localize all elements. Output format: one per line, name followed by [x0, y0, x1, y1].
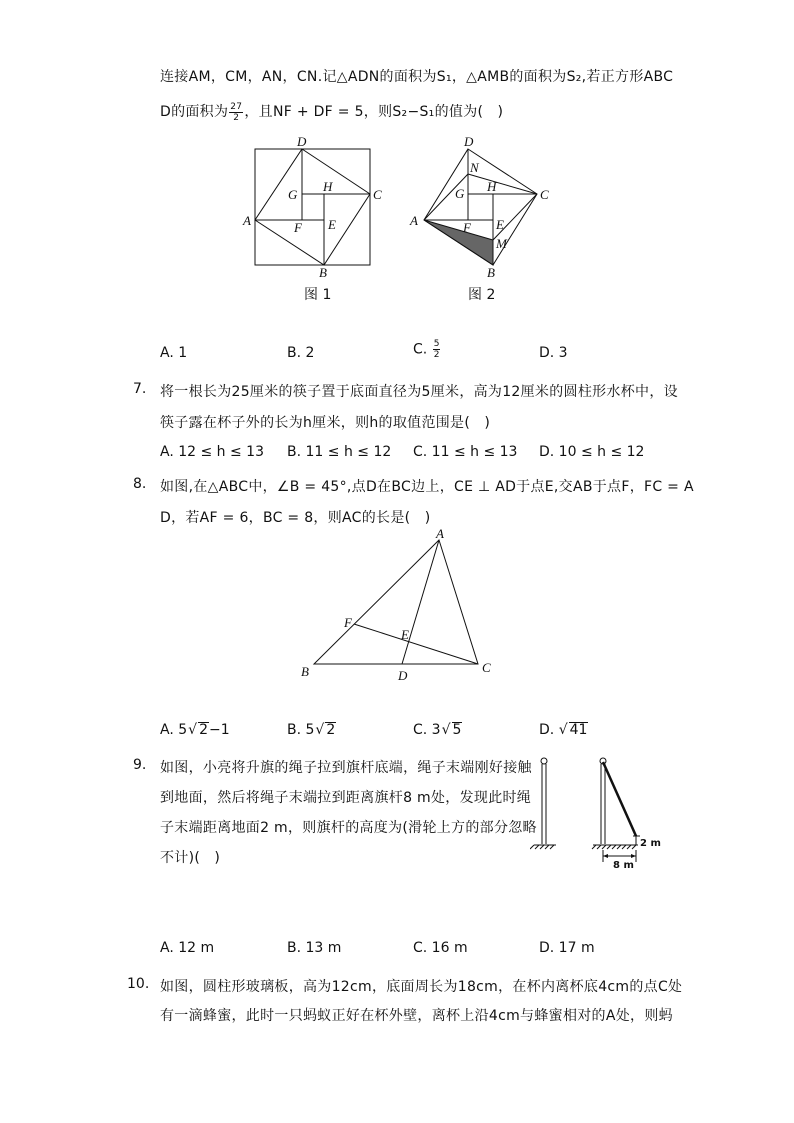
q8-figure — [296, 528, 506, 682]
q6-option-c-num: 5 — [433, 339, 440, 349]
q9-option-c[interactable]: C. 16 m — [413, 940, 468, 956]
q8-label-c: C — [482, 660, 491, 675]
q6-option-d[interactable]: D. 3 — [539, 345, 568, 361]
q9-text-line2: 到地面，然后将绳子末端拉到距离旗杆8 m处，发现此时绳 — [160, 790, 532, 806]
q6-text-line2 — [160, 101, 503, 123]
fig2-label-m: M — [496, 236, 507, 251]
fig2-label-g: G — [455, 186, 465, 201]
q8-option-a-suffix: −1 — [208, 722, 230, 738]
q9-option-b[interactable]: B. 13 m — [287, 940, 342, 956]
fig1-label-g: G — [288, 187, 298, 202]
q7-option-a[interactable]: A. 12 ≤ h ≤ 13 — [160, 444, 264, 460]
fig1-label-e: E — [328, 217, 336, 232]
q8-label-a: A — [436, 528, 444, 541]
fig2-label-a: A — [410, 213, 418, 228]
q9-text-line1: 如图，小亮将升旗的绳子拉到旗杆底端，绳子末端刚好接触 — [160, 760, 532, 776]
q8-number: 8. — [133, 476, 147, 492]
q8-option-c-radicand: 5 — [452, 722, 462, 738]
q10-number: 10. — [127, 976, 150, 992]
q7-text-line2: 筷子露在杯子外的长为h厘米，则h的取值范围是( ) — [160, 415, 491, 431]
q8-option-a[interactable]: A. 5√ 2−1 — [160, 722, 230, 738]
fig1-label-f: F — [294, 220, 302, 235]
q8-label-f: F — [344, 615, 352, 630]
q8-option-b[interactable]: B. 5√ 2 — [287, 722, 336, 738]
fig1-label-d: D — [297, 134, 307, 149]
q8-option-a-radicand: 2 — [199, 722, 208, 738]
fig2-label-b: B — [487, 265, 495, 277]
q10-text-line1: 如图，圆柱形玻璃板，高为12cm，底面周长为18cm，在杯内离杯底4cm的点C处 — [160, 979, 683, 995]
fig2-label-d: D — [464, 134, 474, 149]
q6-option-c-prefix: C. — [413, 341, 428, 358]
q9-text-line4: 不计)( ) — [160, 850, 221, 866]
fig2-label-c: C — [540, 187, 549, 202]
fig2-caption: 图 2 — [468, 287, 496, 303]
q10-text-line2: 有一滴蜂蜜，此时一只蚂蚁正好在杯外壁，离杯上沿4cm与蜂蜜相对的A处，则蚂 — [160, 1008, 673, 1024]
q9-label-2m: 2 m — [640, 838, 661, 849]
q6-fraction-den: 2 — [233, 112, 240, 123]
q8-label-d: D — [398, 668, 408, 682]
q7-number: 7. — [133, 381, 147, 397]
q8-option-b-radicand: 2 — [326, 722, 336, 738]
q7-option-d[interactable]: D. 10 ≤ h ≤ 12 — [539, 444, 645, 460]
q7-text-line1: 将一根长为25厘米的筷子置于底面直径为5厘米，高为12厘米的圆柱形水杯中，设 — [160, 384, 678, 400]
q6-fraction — [229, 102, 243, 123]
fig2-label-n: N — [470, 160, 479, 175]
q9-number: 9. — [133, 757, 147, 773]
q8-option-a-prefix: A. 5 — [160, 722, 188, 738]
q8-option-b-prefix: B. 5 — [287, 722, 315, 738]
q8-text-line1: 如图,在△ABC中，∠B = 45°,点D在BC边上，CE ⊥ AD于点E,交AB于点F，FC = A — [160, 479, 694, 495]
q6-figure-1 — [240, 132, 390, 277]
q8-text-line2: D，若AF = 6，BC = 8，则AC的长是( ) — [160, 510, 431, 526]
q6-option-c[interactable] — [413, 339, 441, 360]
q6-fraction-num: 27 — [230, 101, 243, 112]
fig2-label-e: E — [496, 217, 504, 232]
q9-figure — [530, 752, 665, 872]
fig1-label-c: C — [373, 187, 382, 202]
q8-label-b: B — [301, 664, 309, 679]
q8-option-c-prefix: C. 3 — [413, 722, 441, 738]
q8-option-c[interactable]: C. 3√ 5 — [413, 722, 462, 738]
q9-option-a[interactable]: A. 12 m — [160, 940, 215, 956]
q6-figure-2 — [404, 132, 554, 277]
q6-option-c-fraction — [433, 339, 441, 360]
q8-option-d[interactable]: D. √ 41 — [539, 722, 588, 738]
fig1-label-a: A — [243, 213, 251, 228]
fig2-label-f: F — [463, 220, 471, 235]
q8-label-e: E — [401, 627, 409, 642]
fig2-label-h: H — [487, 179, 497, 194]
q6-option-c-den: 2 — [433, 350, 440, 360]
q6-text-line2-pre: D的面积为 — [160, 104, 229, 120]
q9-text-line3: 子末端距离地面2 m，则旗杆的高度为(滑轮上方的部分忽略 — [160, 820, 537, 836]
fig1-label-b: B — [319, 265, 327, 277]
q7-option-b[interactable]: B. 11 ≤ h ≤ 12 — [287, 444, 392, 460]
q6-option-a[interactable]: A. 1 — [160, 345, 188, 361]
q8-option-d-radicand: 41 — [569, 722, 588, 738]
q9-option-d[interactable]: D. 17 m — [539, 940, 595, 956]
q6-text-line2-post: ，且NF + DF = 5，则S₂−S₁的值为( ) — [244, 104, 504, 120]
fig1-caption: 图 1 — [304, 287, 332, 303]
q7-option-c[interactable]: C. 11 ≤ h ≤ 13 — [413, 444, 518, 460]
q6-option-b[interactable]: B. 2 — [287, 345, 315, 361]
q6-text-line1: 连接AM，CM，AN，CN.记△ADN的面积为S₁，△AMB的面积为S₂,若正方形ABC — [160, 69, 674, 85]
fig1-label-h: H — [323, 179, 333, 194]
q9-label-8m: 8 m — [613, 860, 634, 871]
rope-line — [603, 762, 636, 836]
q8-option-d-prefix: D. — [539, 722, 559, 738]
